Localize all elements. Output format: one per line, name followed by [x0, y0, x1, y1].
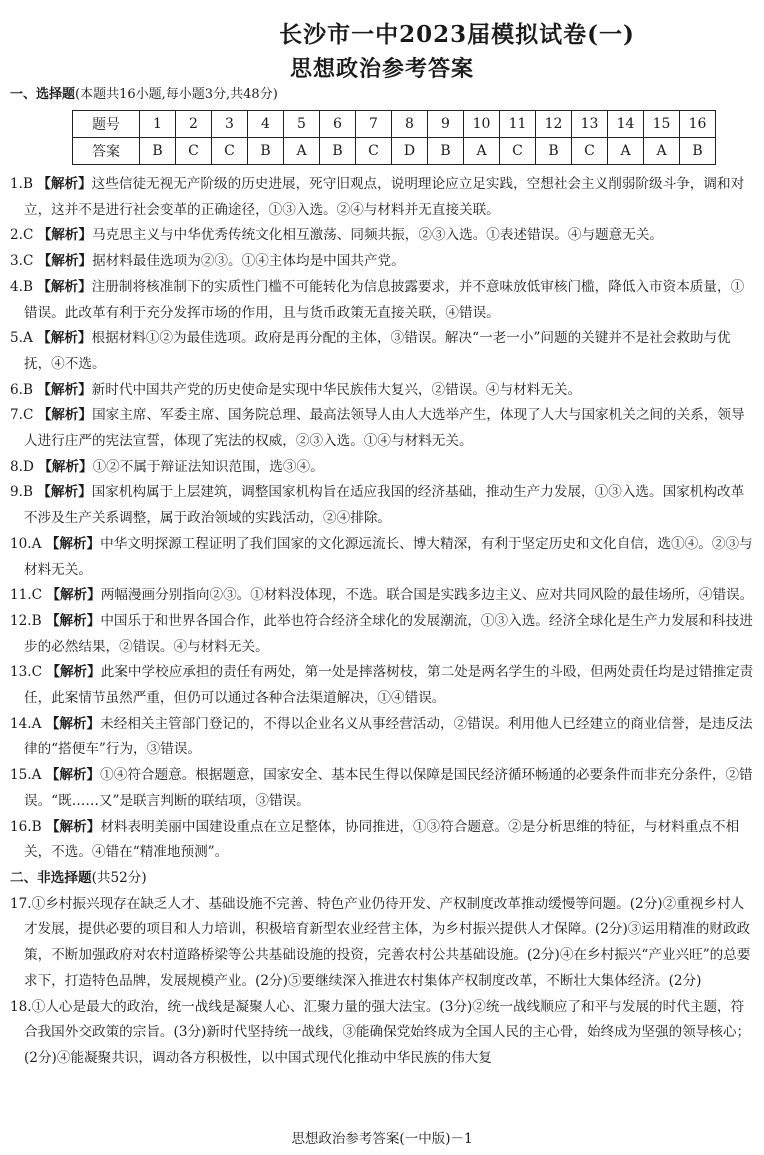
page-title: 长沙市一中2023届模拟试卷(一) [279, 21, 635, 48]
list-item: 8.D 【解析】①②不属于辩证法知识范围，选③④。 [10, 458, 324, 475]
list-item: 1.B 【解析】这些信徒无视无产阶级的历史进展，死守旧观点，说明理论应立足实践，空想社会主义削弱阶级斗争，调和对立，这并不是进行社会变革的正确途径，①③入选。②④与材料并无直接关联。 [10, 176, 745, 218]
section-label: 一、选择题 [10, 87, 76, 102]
table-cell: 10 [464, 111, 500, 138]
list-item: 18.①人心是最大的政治，统一战线是凝聚人心、汇聚力量的强大法宝。(3分)②统一战线顺应了和平与发展的时代主题，符合我国外交政策的宗旨。(3分)新时代坚持统一战线，③能确保党始终成为全国人民的主心骨，始终成为坚强的领导核心；(2分)④能凝聚共识，调动各方积极性，以中国式现代化推动中华民族的伟大复 [10, 998, 751, 1066]
list-item: 11.C 【解析】两幅漫画分别指向②③。①材料没体现，不选。联合国是实践多边主义、应对共同风险的最佳场所，④错误。 [10, 587, 754, 604]
table-cell: 4 [248, 111, 284, 138]
table-row-numbers [73, 111, 716, 138]
table-cell: B [428, 138, 464, 165]
table-cell: 8 [392, 111, 428, 138]
table-cell: 12 [536, 111, 572, 138]
row-label: 题号 [73, 111, 140, 138]
page-subtitle: 思想政治参考答案 [289, 56, 474, 82]
list-item: 14.A 【解析】未经相关主管部门登记的，不得以企业名义从事经营活动，②错误。利用他人已经建立的商业信誉，是违反法律的“搭便车”行为，③错误。 [10, 715, 753, 758]
table-cell: 1 [140, 111, 176, 138]
section-note: (本题共16小题,每小题3分,共48分) [75, 87, 278, 102]
table-cell: C [176, 138, 212, 165]
list-item: 7.C 【解析】国家主席、军委主席、国务院总理、最高法领导人由人大选举产生，体现了人大与国家机关之间的关系，领导人进行庄严的宪法宣誓，体现了宪法的权威，②③入选。①④与材料无关。 [10, 407, 745, 450]
list-item: 4.B 【解析】注册制将核准制下的实质性门槛不可能转化为信息披露要求，并不意味放低审核门槛，降低入市资本质量，①错误。此改革有利于充分发挥市场的作用，且与货币政策无直接关联，④错误。 [10, 278, 745, 321]
table-cell: 16 [680, 111, 716, 138]
table-cell: A [608, 138, 644, 165]
list-item: 16.B 【解析】材料表明美丽中国建设重点在立足整体，协同推进，①③符合题意。②是分析思维的特征，与材料重点不相关，不选。④错在“精准地预测”。 [10, 818, 740, 861]
table-cell: C [212, 138, 248, 165]
table-cell: B [248, 138, 284, 165]
list-item: 2.C 【解析】马克思主义与中华优秀传统文化相互激荡、同频共振，②③入选。①表述错误。④与题意无关。 [10, 227, 664, 244]
table-cell: B [680, 138, 716, 165]
list-item: 6.B 【解析】新时代中国共产党的历史使命是实现中华民族伟大复兴，②错误。④与材料无关。 [10, 381, 582, 398]
section-heading-nonchoice: 二、非选择题(共52分) [10, 869, 147, 886]
list-item: 10.A 【解析】中华文明探源工程证明了我们国家的文化源远流长、博大精深，有利于坚定历史和文化自信，选①④。②③与材料无关。 [10, 535, 753, 578]
table-cell: A [644, 138, 680, 165]
row-label: 答案 [73, 138, 140, 165]
table-cell: A [464, 138, 500, 165]
answer-table [72, 110, 716, 165]
list-item: 17.①乡村振兴现存在缺乏人才、基础设施不完善、特色产业仍待开发、产权制度改革推动缓慢等问题。(2分)②重视乡村人才发展，提供必要的项目和人力培训，积极培育新型农业经营主体，为乡村振兴提供人才保障。(2分)③运用精准的财政政策，不断加强政府对农村道路桥梁等公共基础设施的投资，完善农村公共基础设施。(2分)④在乡村振兴“产业兴旺”的总要求下，打造特色品牌，发展规模产业。(2分)⑤要继续深入推进农村集体产权制度改革，不断壮大集体经济。(2分) [10, 895, 751, 989]
table-cell: 2 [176, 111, 212, 138]
list-item: 15.A 【解析】①④符合题意。根据题意，国家安全、基本民生得以保障是国民经济循环畅通的必要条件而非充分条件，②错误。“既……又”是联言判断的联结项，③错误。 [10, 767, 753, 809]
table-cell: 7 [356, 111, 392, 138]
list-item: 3.C 【解析】据材料最佳选项为②③。①④主体均是中国共产党。 [10, 253, 405, 270]
table-cell: B [536, 138, 572, 165]
table-cell: 9 [428, 111, 464, 138]
list-item: 9.B 【解析】国家机构属于上层建筑，调整国家机构旨在适应我国的经济基础，推动生产力发展，①③入选。国家机构改革不涉及生产关系调整，属于政治领域的实践活动，②④排除。 [10, 484, 745, 527]
list-item: 12.B 【解析】中国乐于和世界各国合作，此举也符合经济全球化的发展潮流，①③入选。经济全球化是生产力发展和科技进步的必然结果，②错误。④与材料无关。 [10, 612, 753, 655]
table-cell: A [284, 138, 320, 165]
table-cell: C [500, 138, 536, 165]
list-item: 13.C 【解析】此案中学校应承担的责任有两处，第一处是摔落树枝，第二处是两名学生的斗殴，但两处责任均是过错推定责任，此案情节虽然严重，但仍可以通过各种合法渠道解决，①④错误。 [10, 664, 754, 707]
table-cell: 11 [500, 111, 536, 138]
section-heading-choice [10, 83, 278, 102]
answer-explanations [10, 172, 754, 1072]
table-cell: 14 [608, 111, 644, 138]
table-cell: C [572, 138, 608, 165]
table-cell: 3 [212, 111, 248, 138]
table-row-answers [73, 138, 716, 165]
table-cell: 13 [572, 111, 608, 138]
table-cell: 5 [284, 111, 320, 138]
table-cell: C [356, 138, 392, 165]
table-cell: D [392, 138, 428, 165]
list-item: 5.A 【解析】根据材料①②为最佳选项。政府是再分配的主体，③错误。解决“一老一小”问题的关键并不是社会救助与优抚，④不选。 [10, 330, 731, 372]
table-cell: 15 [644, 111, 680, 138]
table-cell: B [320, 138, 356, 165]
table-cell: 6 [320, 111, 356, 138]
table-cell: B [140, 138, 176, 165]
page-footer: 思想政治参考答案(一中版)－1 [291, 1131, 473, 1147]
